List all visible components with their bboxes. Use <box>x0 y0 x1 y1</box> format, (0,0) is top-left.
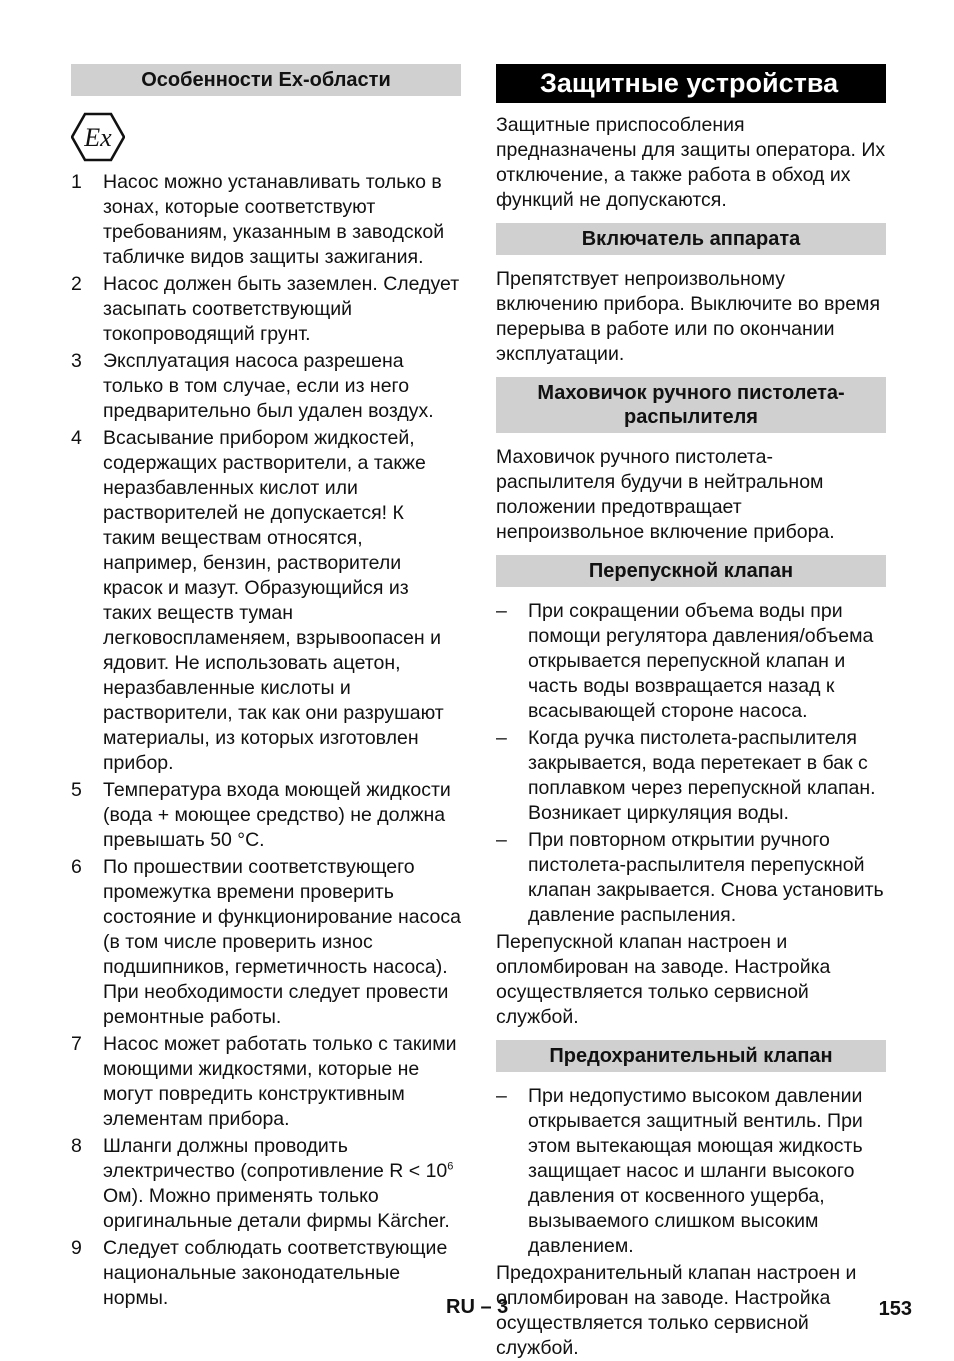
safety-valve-text: Предохранительный клапан настроен и опломбирован на заводе. Настройка осуществляется только сервисной службой. <box>496 1262 857 1359</box>
spray-gun-handwheel-header: Маховичок ручного пистолета-распылителя <box>496 377 886 433</box>
list-item: – При сокращении объема воды при помощи регулятора давления/объема открывается перепускной клапан и часть воды возвращается назад к всасывающей стороне насоса. <box>496 600 874 722</box>
spray-gun-handwheel-text: Маховичок ручного пистолета-распылителя будучи в нейтральном положении предотвращает непроизвольное включение прибора. <box>496 446 835 543</box>
safety-devices-title: Защитные устройства <box>496 64 886 103</box>
left-column <box>71 64 461 1313</box>
list-item: 5 Температура входа моющей жидкости (вода + моющее средство) не должна превышать 50 °C. <box>71 779 451 851</box>
list-item: 2 Насос должен быть заземлен. Следует засыпать соответствующий токопроводящий грунт. <box>71 273 460 345</box>
ex-explosion-protection-icon <box>71 112 125 162</box>
safety-intro-text: Защитные приспособления предназначены для защиты оператора. Их отключение, а также работа в обход их функций не допускаются. <box>496 114 886 211</box>
bypass-valve-text: Перепускной клапан настроен и опломбирован на заводе. Настройка осуществляется только сервисной службой. <box>496 931 831 1028</box>
list-item: 9 Следует соблюдать соответствующие национальные законодательные нормы. <box>71 1237 448 1309</box>
ex-symbol-text: Ex <box>84 123 112 152</box>
device-switch-text: Препятствует непроизвольному включению прибора. Выключите во время перерыва в работе или по окончании эксплуатации. <box>496 268 881 365</box>
list-item: – Когда ручка пистолета-распылителя закрывается, вода перетекает в бак с поплавком через перепускной клапан. Возникает циркуляция воды. <box>496 727 876 824</box>
ex-requirements-list <box>71 170 461 1311</box>
bypass-valve-header: Перепускной клапан <box>496 555 886 587</box>
list-item: 1 Насос можно устанавливать только в зонах, которые соответствуют требованиям, указанным в заводской табличке видов защиты зажигания. <box>71 171 445 268</box>
language-page-label: RU – 3 <box>446 1296 509 1318</box>
bypass-valve-list <box>496 599 886 928</box>
ex-area-header: Особенности Ex-области <box>71 64 461 96</box>
list-item: – При недопустимо высоком давлении открывается защитный вентиль. При этом вытекающая моющая жидкость защищает насос и шланги высокого давления от косвенного ущерба, вызываемого слишком высоким давлением. <box>496 1085 863 1257</box>
list-item: 7 Насос может работать только с такими моющими жидкостями, которые не могут повредить конструктивным элементам прибора. <box>71 1033 457 1130</box>
safety-valve-header: Предохранительный клапан <box>496 1040 886 1072</box>
list-item: 8 Шланги должны проводить электричество (сопротивление $R < 10^6$ Ом). Можно применять только оригинальные детали фирмы Kärcher. <box>71 1135 454 1232</box>
device-switch-header: Включатель аппарата <box>496 223 886 255</box>
list-item: – При повторном открытии ручного пистолета-распылителя перепускной клапан закрывается. Снова установить давление распыления. <box>496 829 884 926</box>
right-column <box>496 64 886 1361</box>
list-item: 3 Эксплуатация насоса разрешена только в том случае, если из него предварительно был удален воздух. <box>71 350 434 422</box>
page-number: 153 <box>878 1298 912 1320</box>
list-item: 6 По прошествии соответствующего промежутка времени проверить состояние и функционирование насоса (в том числе проверить износ подшипников, герметичность насоса). При необходимости следует провести ремонтные работы. <box>71 856 461 1028</box>
list-item: 4 Всасывание прибором жидкостей, содержащих растворители, а также неразбавленных кислот или растворителей не допускается! К таким веществам относятся, например, бензин, растворители красок и мазут. Образующийся из таких веществ туман легковоспламеняем, взрывоопасен и ядовит. Не использовать ацетон, неразбавленные кислоты и растворители, так как они разрушают материалы, из которых изготовлен прибор. <box>71 427 444 774</box>
safety-valve-list <box>496 1084 886 1259</box>
